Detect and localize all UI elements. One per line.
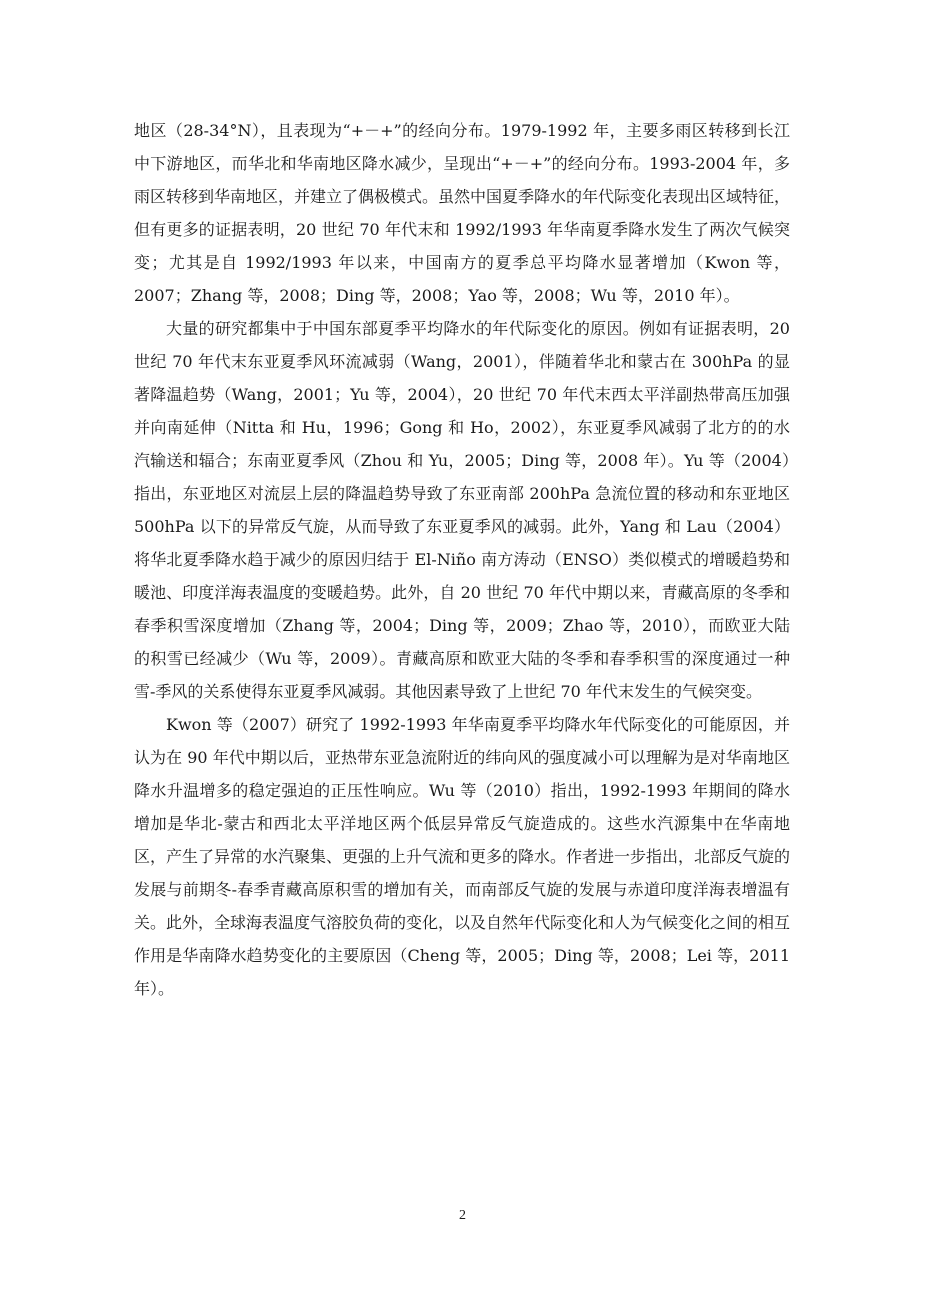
paragraph-1: 地区（28-34°N），且表现为“+－+”的经向分布。1979-1992 年，主要多雨区转移到长江中下游地区，而华北和华南地区降水减少，呈现出“+－+”的经向分布。1993-2004 年，多雨区转移到华南地区，并建立了偶极模式。虽然中国夏季降水的年代际变化表现出区域特征，但有更多的证据表明，20 世纪 70 年代末和 1992/1993 年华南夏季降水发生了两次气候突变；尤其是自 1992/1993 年以来，中国南方的夏季总平均降水显著增加（Kwon 等，2007；Zhang 等，2008；Ding 等，2008；Yao 等，2008；Wu 等，2010 年）。 xyxy=(134,121,791,305)
paragraph-2: 大量的研究都集中于中国东部夏季平均降水的年代际变化的原因。例如有证据表明，20 世纪 70 年代末东亚夏季风环流减弱（Wang，2001），伴随着华北和蒙古在 300hPa 的显著降温趋势（Wang，2001；Yu 等，2004），20 世纪 70 年代末西太平洋副热带高压加强并向南延伸（Nitta 和 Hu，1996；Gong 和 Ho，2002），东亚夏季风减弱了北方的的水汽输送和辐合；东南亚夏季风（Zhou 和 Yu，2005；Ding 等，2008 年）。Yu 等（2004）指出，东亚地区对流层上层的降温趋势导致了东亚南部 200hPa 急流位置的移动和东亚地区 500hPa 以下的异常反气旋，从而导致了东亚夏季风的减弱。此外，Yang 和 Lau（2004）将华北夏季降水趋于减少的原因归结于 El-Niño 南方涛动（ENSO）类似模式的增暖趋势和暖池、印度洋海表温度的变暖趋势。此外，自 20 世纪 70 年代中期以来，青藏高原的冬季和春季积雪深度增加（Zhang 等，2004；Ding 等，2009；Zhao 等，2010），而欧亚大陆的积雪已经减少（Wu 等，2009）。青藏高原和欧亚大陆的冬季和春季积雪的深度通过一种雪-季风的关系使得东亚夏季风减弱。其他因素导致了上世纪 70 年代末发生的气候突变。 xyxy=(134,319,790,701)
body-text xyxy=(134,114,790,1005)
page-number: 2 xyxy=(459,1208,466,1223)
paragraph-3: Kwon 等（2007）研究了 1992-1993 年华南夏季平均降水年代际变化的可能原因，并认为在 90 年代中期以后，亚热带东亚急流附近的纬向风的强度减小可以理解为是对华南地区降水升温增多的稳定强迫的正压性响应。Wu 等（2010）指出，1992-1993 年期间的降水增加是华北-蒙古和西北太平洋地区两个低层异常反气旋造成的。这些水汽源集中在华南地区，产生了异常的水汽聚集、更强的上升气流和更多的降水。作者进一步指出，北部反气旋的发展与前期冬-春季青藏高原积雪的增加有关，而南部反气旋的发展与赤道印度洋海表增温有关。此外，全球海表温度气溶胶负荷的变化，以及自然年代际变化和人为气候变化之间的相互作用是华南降水趋势变化的主要原因（Cheng 等，2005；Ding 等，2008；Lei 等，2011 年）。 xyxy=(134,715,791,998)
